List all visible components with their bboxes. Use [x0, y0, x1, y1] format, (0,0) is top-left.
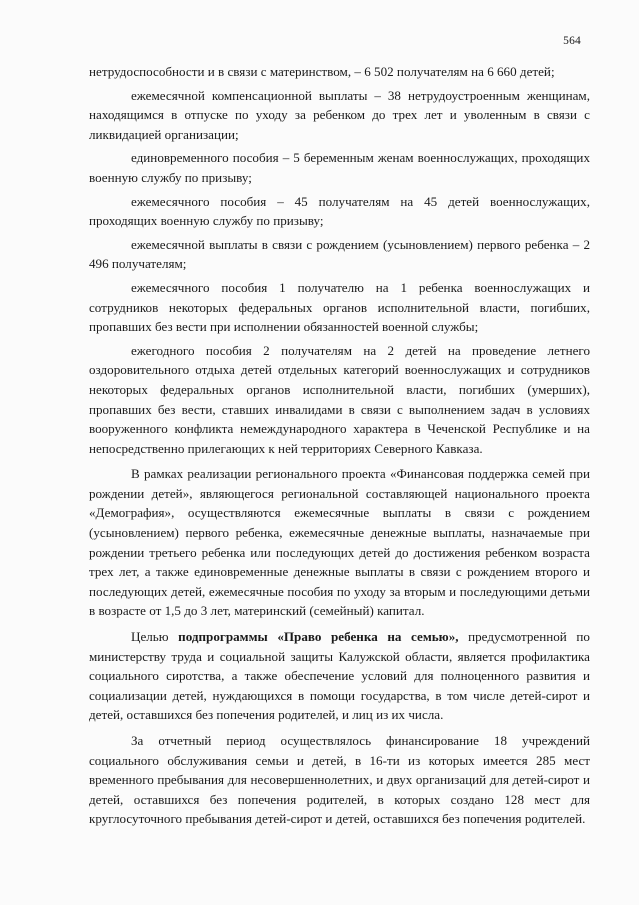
- paragraph-reporting-period: За отчетный период осуществлялось финансирование 18 учреждений социального обслуживания семьи и детей, в 16-ти из которых имеется 285 мест временного пребывания для несовершеннолетних, и двух организаций для детей-сирот и детей, оставшихся без попечения родителей, в которых создано 128 мест для круглосуточного пребывания детей-сирот и детей, оставшихся без попечения родителей.: [89, 733, 590, 827]
- paragraph-subprogram-goal: [89, 627, 590, 725]
- subprogram-description: предусмотренной по министерству труда и социальной защиты Калужской области, является профилактика социального сиротства, а также обеспечение условий для полноценного развития и социализации детей, нуждающихся в помощи государства, в том числе детей-сирот и детей, оставшихся без попечения родителей, и лиц из их числа.: [89, 629, 590, 723]
- subprogram-intro-text: Целью: [131, 629, 179, 645]
- paragraph-compensation-payment: ежемесячной компенсационной выплаты – 38 нетрудоустроенным женщинам, находящимся в отпуске по уходу за ребенком до трех лет и уволенным в связи с ликвидацией организации;: [89, 87, 590, 142]
- document-body: [89, 62, 590, 833]
- paragraph-first-child-payment: ежемесячной выплаты в связи с рождением (усыновлением) первого ребенка – 2 496 получателям;: [89, 236, 590, 272]
- page-number: 564: [563, 35, 581, 47]
- subprogram-title: подпрограммы «Право ребенка на семью»,: [178, 629, 459, 645]
- paragraph-monthly-allowance-conscripts: ежемесячного пособия – 45 получателям на 45 детей военнослужащих, проходящих военную службу по призыву;: [89, 193, 590, 229]
- paragraph-annual-summer-allowance: ежегодного пособия 2 получателям на 2 детей на проведение летнего оздоровительного отдыха детей отдельных категорий военнослужащих и сотрудников некоторых федеральных органов исполнительной власти, погибших (умерших), пропавших без вести, ставших инвалидами в связи с выполнением задач в условиях вооруженного конфликта немеждународного характера в Чеченской Республике и на непосредственно прилегающих к ней территориях Северного Кавказа.: [89, 342, 590, 456]
- paragraph-lump-sum-allowance: единовременного пособия – 5 беременным женам военнослужащих, проходящих военную службу по призыву;: [89, 150, 590, 185]
- paragraph-maternity-continuation: нетрудоспособности и в связи с материнством, – 6 502 получателям на 6 660 детей;: [89, 64, 555, 79]
- paragraph-regional-project: В рамках реализации регионального проекта «Финансовая поддержка семей при рождении детей», являющегося региональной составляющей национального проекта «Демография», осуществляются ежемесячные выплаты в связи с рождением (усыновлением) первого ребенка, ежемесячные денежные выплаты, назначаемые при рождении третьего ребенка или последующих детей до достижения ребенком возраста трех лет, а также единовременные денежные выплаты в связи с рождением второго и последующих детей, ежемесячные пособия по уходу за вторым и последующими детьми в возрасте от 1,5 до 3 лет, материнский (семейный) капитал.: [89, 466, 590, 619]
- paragraph-fallen-servicemen-allowance: ежемесячного пособия 1 получателю на 1 ребенка военнослужащих и сотрудников некоторых федеральных органов исполнительной власти, погибших, пропавших без вести при исполнении обязанностей военной службы;: [89, 279, 590, 335]
